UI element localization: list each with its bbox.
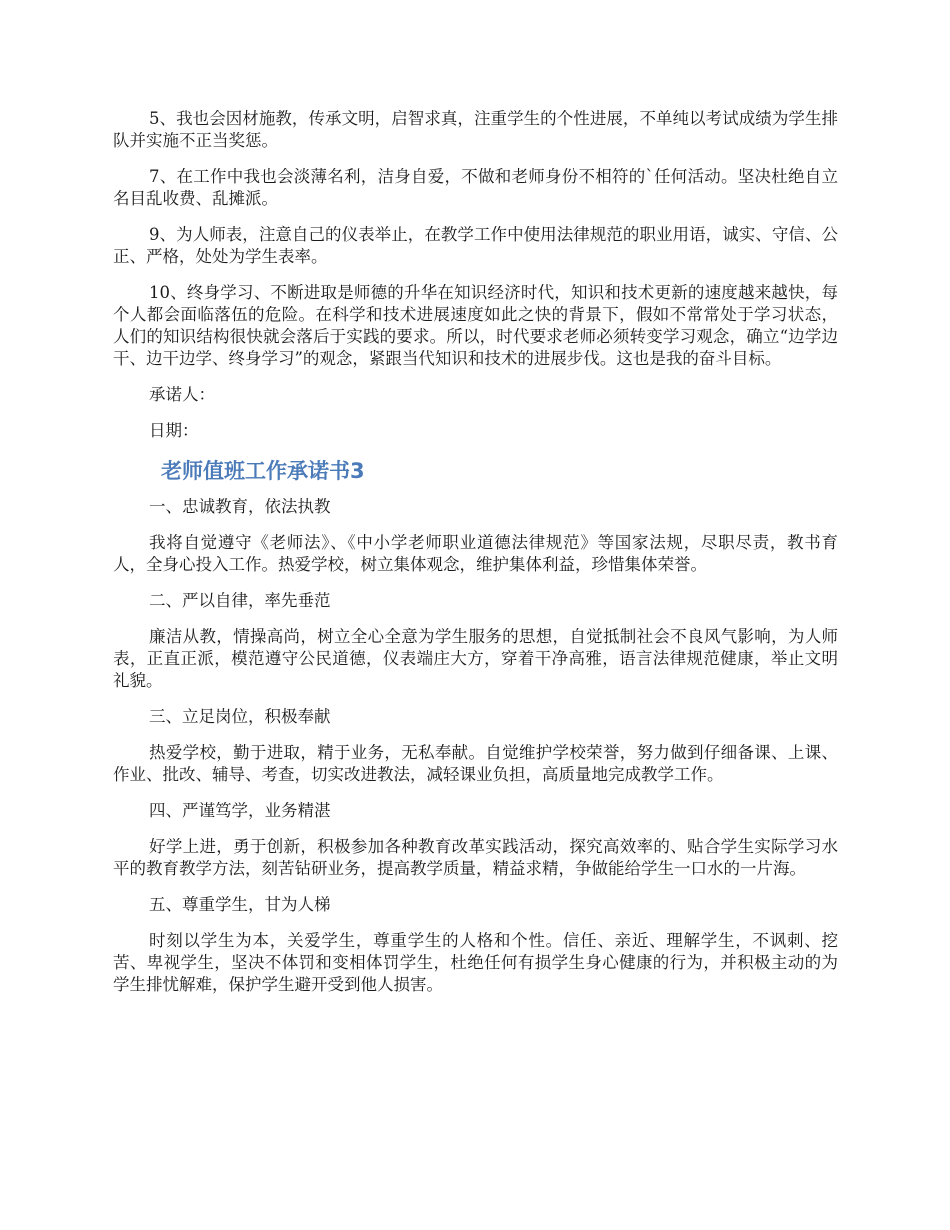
subheading-3: 三、立足岗位，积极奉献	[149, 707, 331, 726]
body-paragraph-4: 好学上进，勇于创新，积极参加各种教育改革实践活动，探究高效率的、贴合学生实际学习水平的教育教学方法，刻苦钻研业务，提高教学质量，精益求精，争做能给学生一口水的一片海。	[113, 837, 838, 878]
body-paragraph-1: 我将自觉遵守《老师法》、《中小学老师职业道德法律规范》等国家法规，尽职尽责，教书育人，全身心投入工作。热爱学校，树立集体观念，维护集体利益，珍惜集体荣誉。	[113, 533, 838, 574]
body-paragraph-3: 热爱学校，勤于进取，精于业务，无私奉献。自觉维护学校荣誉，努力做到仔细备课、上课、作业、批改、辅导、考查，切实改进教法，减轻课业负担，高质量地完成教学工作。	[113, 743, 838, 784]
paragraph-item-9: 9、为人师表，注意自己的仪表举止，在教学工作中使用法律规范的职业用语，诚实、守信、公正、严格，处处为学生表率。	[113, 225, 838, 266]
subheading-5: 五、尊重学生，甘为人梯	[149, 895, 331, 914]
body-paragraph-2: 廉洁从教，情操高尚，树立全心全意为学生服务的思想，自觉抵制社会不良风气影响，为人师表，正直正派，模范遵守公民道德，仪表端庄大方，穿着干净高雅，语言法律规范健康，举止文明礼貌。	[113, 627, 838, 690]
section-title: 老师值班工作承诺书3	[161, 459, 365, 483]
date-label: 日期：	[149, 421, 199, 440]
paragraph-item-10: 10、终身学习、不断进取是师德的升华在知识经济时代，知识和技术更新的速度越来越快，每个人都会面临落伍的危险。在科学和技术进展速度如此之快的背景下，假如不常常处于学习状态，人们的知识结构很快就会落后于实践的要求。所以，时代要求老师必须转变学习观念，确立“边学边干、边干边学、终身学习”的观念，紧跟当代知识和技术的进展步伐。这也是我的奋斗目标。	[113, 283, 838, 368]
paragraph-item-7: 7、在工作中我也会淡薄名利，洁身自爱，不做和老师身份不相符的`任何活动。坚决杜绝自立名目乱收费、乱摊派。	[113, 167, 838, 208]
signatory-label: 承诺人：	[149, 385, 215, 404]
paragraph-item-5: 5、我也会因材施教，传承文明，启智求真，注重学生的个性进展，不单纯以考试成绩为学生排队并实施不正当奖惩。	[113, 109, 838, 150]
subheading-2: 二、严以自律，率先垂范	[149, 591, 331, 610]
subheading-4: 四、严谨笃学，业务精湛	[149, 801, 331, 820]
document-body	[113, 108, 838, 1010]
body-paragraph-5: 时刻以学生为本，关爱学生，尊重学生的人格和个性。信任、亲近、理解学生，不讽刺、挖苦、卑视学生，坚决不体罚和变相体罚学生，杜绝任何有损学生身心健康的行为，并积极主动的为学生排忧解难，保护学生避开受到他人损害。	[113, 931, 838, 994]
subheading-1: 一、忠诚教育，依法执教	[149, 497, 331, 516]
